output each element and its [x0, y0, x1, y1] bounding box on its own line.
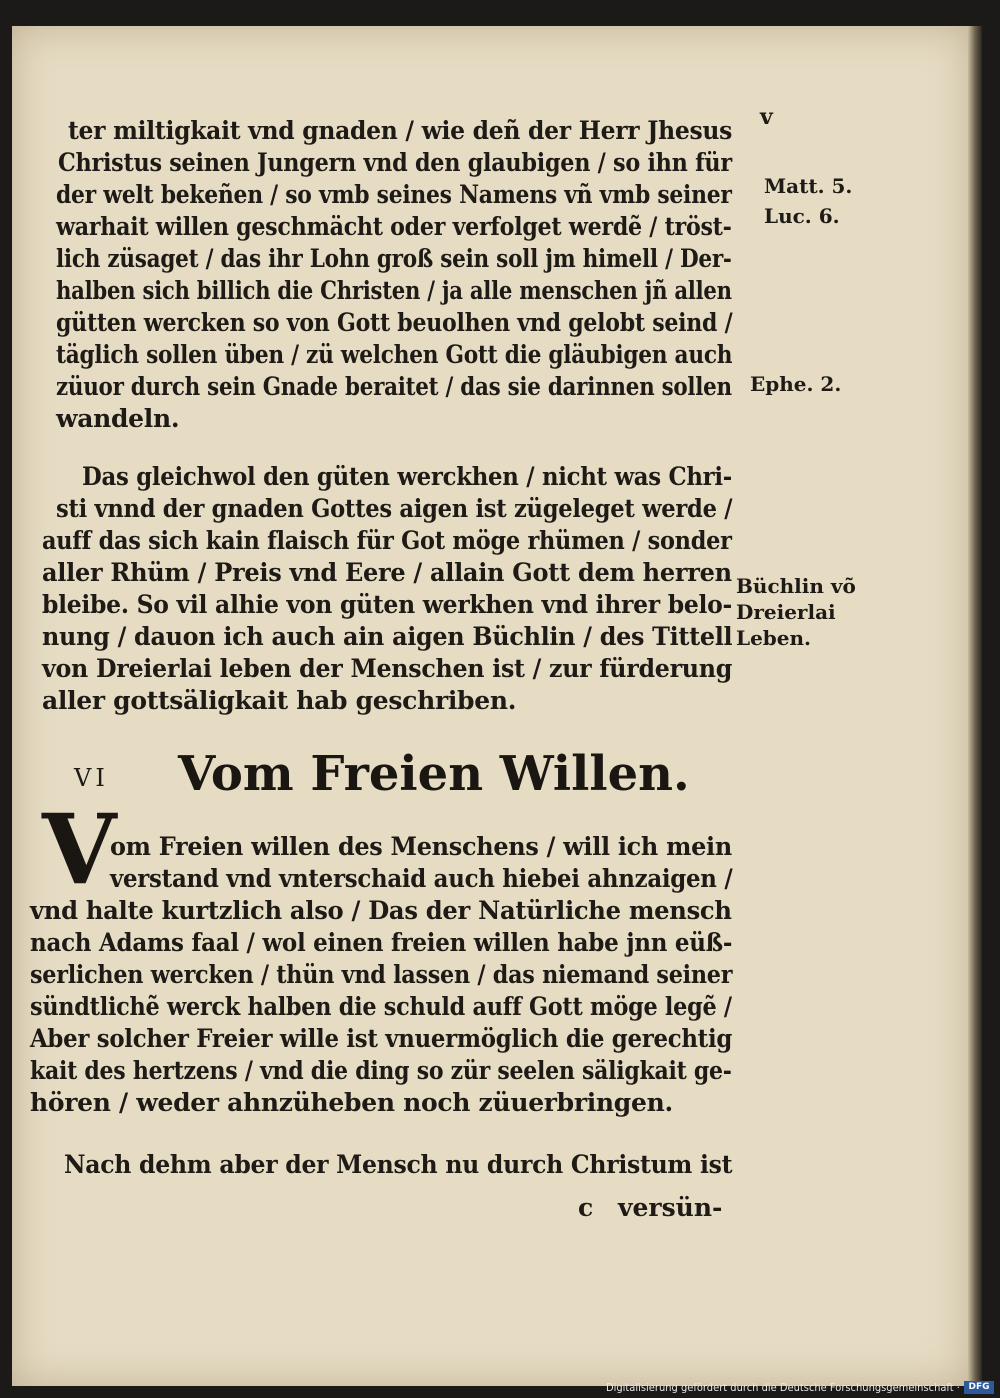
marginal-note: Ephe. 2.	[750, 372, 842, 396]
dfg-logo: DFG	[964, 1381, 994, 1394]
text-line: nach Adams faal / wol einen freien willen habe jnn eüß-	[30, 928, 733, 957]
folio-number: v	[760, 104, 773, 130]
text-line: sti vnnd der gnaden Gottes aigen ist zügeleget werde /	[56, 494, 733, 523]
text-line: aller Rhüm / Preis vnd Eere / allain Gott dem herren	[42, 558, 732, 587]
text-line: halben sich billich die Christen / ja alle menschen jñ allen	[56, 276, 732, 305]
marginal-note: Matt. 5.	[764, 174, 853, 198]
text-line: om Freien willen des Menschens / will ich mein	[110, 832, 732, 861]
text-line: Aber solcher Freier wille ist vnuermöglich die gerechtig	[30, 1024, 733, 1053]
text-line: hören / weder ahnzüheben noch züuerbringen.	[30, 1088, 673, 1117]
text-line: aller gottsäligkait hab geschriben.	[42, 686, 517, 715]
marginal-note: Luc. 6.	[764, 204, 840, 228]
text-line: warhait willen geschmächt oder verfolget werdẽ / tröst-	[56, 212, 732, 241]
funding-notice: Digitalisierung gefördert durch die Deutsche Forschungsgemeinschaft ·	[606, 1381, 960, 1394]
chapter-heading: Vom Freien Willen.	[178, 746, 690, 802]
text-line: Nach dehm aber der Mensch nu durch Christum ist	[64, 1150, 733, 1179]
text-line: lich züsaget / das ihr Lohn groß sein soll jm himell / Der-	[56, 244, 732, 273]
text-line: serlichen wercken / thün vnd lassen / das niemand seiner	[30, 960, 733, 989]
text-line: der welt bekeñen / so vmb seines Namens vñ vmb seiner	[56, 180, 732, 209]
text-line: täglich sollen üben / zü welchen Gott die gläubigen auch	[56, 340, 733, 369]
text-line: von Dreierlai leben der Menschen ist / zur fürderung	[42, 654, 733, 683]
page-edge	[968, 26, 982, 1386]
text-line: Das gleichwol den güten werckhen / nicht was Chri-	[82, 462, 732, 491]
text-line: ter miltigkait vnd gnaden / wie deñ der Herr Jhesus	[68, 116, 733, 145]
text-line: wandeln.	[56, 404, 180, 433]
marginal-note: Büchlin võ	[736, 574, 856, 598]
text-line: züuor durch sein Gnade beraitet / das sie darinnen sollen	[56, 372, 732, 401]
drop-initial: V	[42, 793, 117, 906]
text-line: Christus seinen Jungern vnd den glaubigen / so ihn für	[58, 148, 732, 177]
text-line: auff das sich kain flaisch für Got möge rhümen / sonder	[42, 526, 732, 555]
text-line: nung / dauon ich auch ain aigen Büchlin / des Tittell	[42, 622, 733, 651]
chapter-number: VI	[74, 764, 109, 792]
text-line: bleibe. So vil alhie von güten werkhen vnd ihrer belo-	[42, 590, 733, 619]
text-line: kait des hertzens / vnd die ding so zür seelen säligkait ge-	[30, 1056, 732, 1085]
text-line: verstand vnd vnterschaid auch hiebei ahnzaigen /	[110, 864, 733, 893]
book-page	[12, 26, 970, 1386]
signature-mark: c	[578, 1193, 594, 1222]
text-line: vnd halte kurtzlich also / Das der Natürliche mensch	[30, 896, 732, 925]
catchword: versün-	[618, 1193, 723, 1222]
text-line: sündtlichẽ werck halben die schuld auff Gott möge legẽ /	[30, 992, 732, 1021]
marginal-note: Leben.	[736, 626, 811, 650]
text-line: gütten wercken so von Gott beuolhen vnd gelobt seind /	[56, 308, 733, 337]
marginal-note: Dreierlai	[736, 600, 836, 624]
